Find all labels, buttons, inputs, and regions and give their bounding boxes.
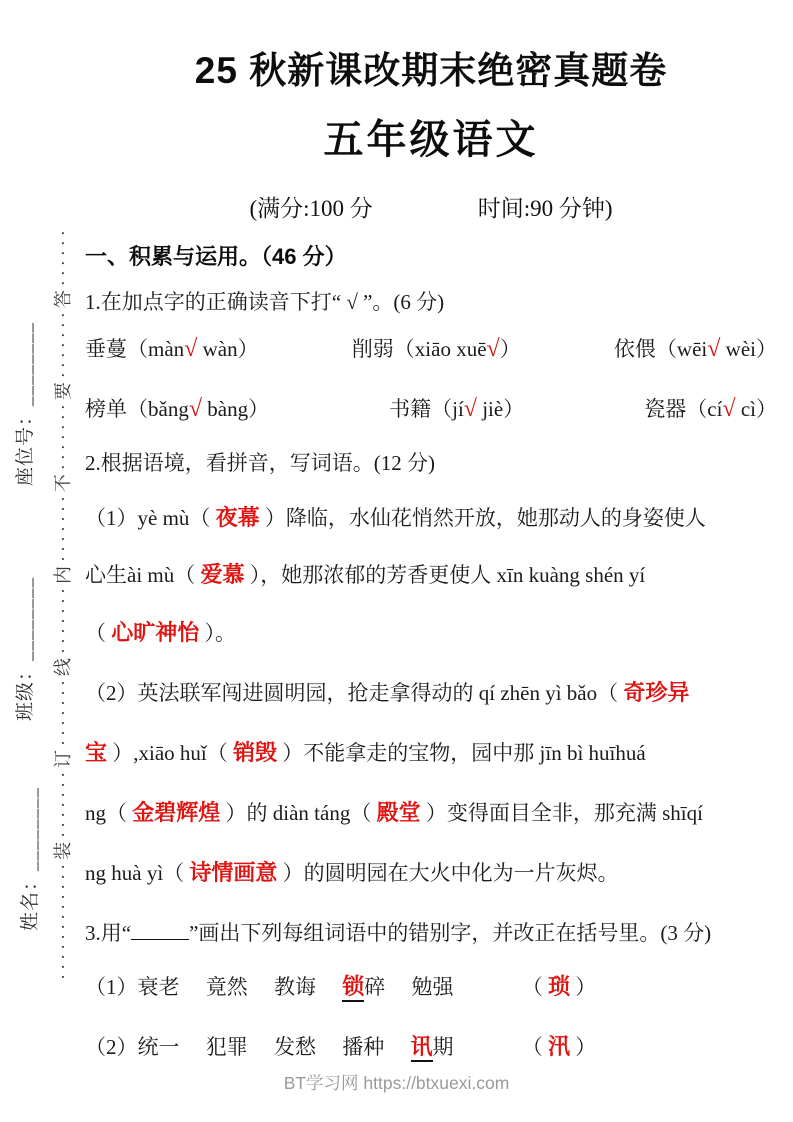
class-field: 班级：________	[15, 576, 36, 721]
pinyin-item: 削弱（xiāo xuē√）	[351, 336, 521, 362]
question-2-line: ng huà yì（ 诗情画意 ）的圆明园在大火中化为一片灰烬。	[85, 860, 619, 885]
name-field: 姓名：________	[20, 786, 41, 931]
watermark-text: BT学习网 https://btxuexi.com	[283, 1073, 510, 1093]
pinyin-item: 书籍（jí√ jiè）	[389, 396, 525, 422]
question-3-row-1: （1）衰老 竟然 教诲 锁碎 勉强 （ 琐 ）	[85, 972, 777, 1002]
time-limit-label: 时间:90 分钟)	[477, 196, 613, 221]
pinyin-item: 垂蔓（màn√ wàn）	[85, 336, 259, 362]
binding-line-text: ············装·······订·······线·······内·······不·······要·······答······	[53, 226, 73, 980]
question-2-prompt: 2.根据语境，看拼音，写词语。(12 分)	[85, 451, 435, 475]
question-1-row-2	[85, 393, 777, 423]
question-1-prompt: 1.在加点字的正确读音下打“ √ ”。(6 分)	[85, 290, 445, 314]
question-2-line: （ 心旷神怡 ）。	[85, 620, 237, 645]
question-3-prompt: 3.用“ ”画出下列每组词语中的错别字，并改正在括号里。(3 分)	[85, 921, 712, 945]
paper-subtitle: 五年级语文	[323, 118, 539, 162]
pinyin-item: 瓷器（cí√ cì）	[644, 396, 777, 422]
pinyin-item: 依偎（wēi√ wèi）	[613, 336, 777, 362]
question-2-line: 宝 ）,xiāo huǐ（ 销毁 ）不能拿走的宝物，园中那 jīn bì huīhuá	[85, 740, 646, 765]
pinyin-item: 榜单（bǎng√ bàng）	[85, 396, 270, 422]
question-2-line: 心生ài mù（ 爱慕 ），她那浓郁的芳香更使人 xīn kuàng shén yí	[85, 562, 646, 587]
question-3-row-2: （2）统一 犯罪 发愁 播种 讯期 （ 汛 ）	[85, 1032, 777, 1062]
question-2-line: （1）yè mù（ 夜幕 ）降临，水仙花悄然开放，她那动人的身姿使人	[85, 505, 706, 530]
question-2-line: ng（ 金碧辉煌 ）的 diàn táng（ 殿堂 ）变得面目全非，那充满 shīqí	[85, 800, 703, 825]
section-1-heading: 一、积累与运用。（46 分）	[85, 244, 347, 269]
question-1-row-1	[85, 333, 777, 363]
full-score-label: (满分:100 分	[249, 196, 373, 221]
seat-number-field: 座位号：________	[15, 321, 36, 486]
paper-meta	[85, 190, 777, 223]
question-2-line: （2）英法联军闯进圆明园，抢走拿得动的 qí zhēn yì bǎo（ 奇珍异	[85, 680, 690, 705]
paper-title: 25 秋新课改期末绝密真题卷	[194, 50, 668, 91]
